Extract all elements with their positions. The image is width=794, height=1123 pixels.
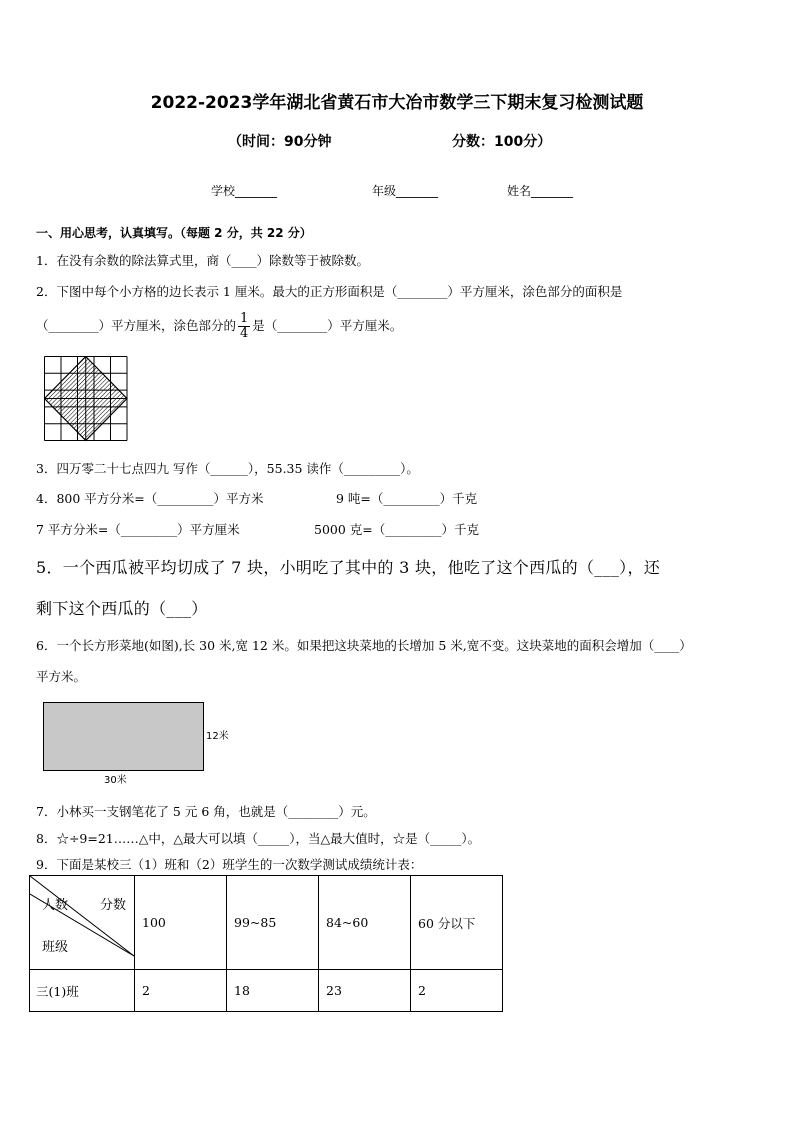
width-label: 12米 bbox=[206, 731, 229, 742]
question-2-text-a: （________）平方厘米，涂色部分的 bbox=[36, 318, 237, 333]
fraction bbox=[238, 312, 250, 341]
table-row bbox=[30, 970, 503, 1012]
question-7: 7．小林买一支钢笔花了 5 元 6 角，也就是（________）元。 bbox=[36, 804, 376, 819]
table-cell: 18 bbox=[227, 970, 319, 1012]
question-6-line2: 平方米。 bbox=[36, 669, 87, 684]
table-header-row bbox=[30, 876, 503, 970]
column-header: 84~60 bbox=[319, 876, 411, 970]
column-header: 60 分以下 bbox=[411, 876, 503, 970]
column-header: 99~85 bbox=[227, 876, 319, 970]
header-people: 人数 bbox=[42, 898, 69, 913]
name-field: 姓名_______ bbox=[507, 184, 574, 198]
question-4d: 5000 克=（_________）千克 bbox=[314, 522, 480, 537]
question-9: 9．下面是某校三（1）班和（2）班学生的一次数学测试成绩统计表： bbox=[36, 857, 423, 872]
length-label: 30米 bbox=[104, 775, 127, 786]
question-8: 8．☆÷9=21……△中，△最大可以填（_____），当△最大值时，☆是（_____）。 bbox=[36, 831, 481, 846]
question-4a: 4．800 平方分米=（_________）平方米 bbox=[36, 491, 264, 506]
question-5-line1: 5．一个西瓜被平均切成了 7 块，小明吃了其中的 3 块，他吃了这个西瓜的（___），还 bbox=[36, 558, 661, 577]
exam-time: （时间：90分钟 bbox=[228, 134, 332, 150]
grid-diagram bbox=[44, 356, 128, 442]
row-label: 三(1)班 bbox=[30, 970, 135, 1012]
question-4b: 9 吨=（_________）千克 bbox=[336, 491, 478, 506]
question-1: 1．在没有余数的除法算式里，商（____）除数等于被除数。 bbox=[36, 253, 369, 268]
grade-field: 年级_______ bbox=[372, 184, 439, 198]
question-3: 3．四万零二十七点四九 写作（______），55.35 读作（_________）。 bbox=[36, 461, 419, 476]
section-heading: 一、用心思考，认真填写。（每题 2 分，共 22 分） bbox=[36, 226, 312, 240]
diagonal-lines bbox=[45, 357, 128, 441]
table-cell: 23 bbox=[319, 970, 411, 1012]
table-cell: 2 bbox=[411, 970, 503, 1012]
question-4c: 7 平方分米=（_________）平方厘米 bbox=[36, 522, 240, 537]
question-2-text-b: 是（________）平方厘米。 bbox=[252, 318, 403, 333]
school-field: 学校_______ bbox=[211, 184, 278, 198]
question-5-line2: 剩下这个西瓜的（___） bbox=[36, 599, 208, 618]
question-6-line1: 6．一个长方形菜地(如图),长 30 米,宽 12 米。如果把这块菜地的长增加 5 米,宽不变。这块菜地的面积会增加（____） bbox=[36, 638, 692, 653]
field-rectangle bbox=[43, 702, 204, 771]
score-table bbox=[29, 875, 503, 1012]
header-diagonals bbox=[30, 876, 134, 970]
table-corner-header bbox=[30, 876, 135, 970]
table-cell: 2 bbox=[135, 970, 227, 1012]
fraction-numerator: 1 bbox=[240, 311, 249, 326]
exam-score: 分数：100分） bbox=[452, 134, 552, 150]
question-2-line1: 2．下图中每个小方格的边长表示 1 厘米。最大的正方形面积是（________）平方厘米，涂色部分的面积是 bbox=[36, 284, 623, 299]
header-class: 班级 bbox=[42, 940, 69, 955]
question-2-line2 bbox=[36, 309, 402, 343]
page-title: 2022-2023学年湖北省黄石市大冶市数学三下期末复习检测试题 bbox=[150, 93, 644, 113]
fraction-denominator: 4 bbox=[240, 326, 249, 341]
header-score: 分数 bbox=[100, 898, 127, 913]
column-header: 100 bbox=[135, 876, 227, 970]
